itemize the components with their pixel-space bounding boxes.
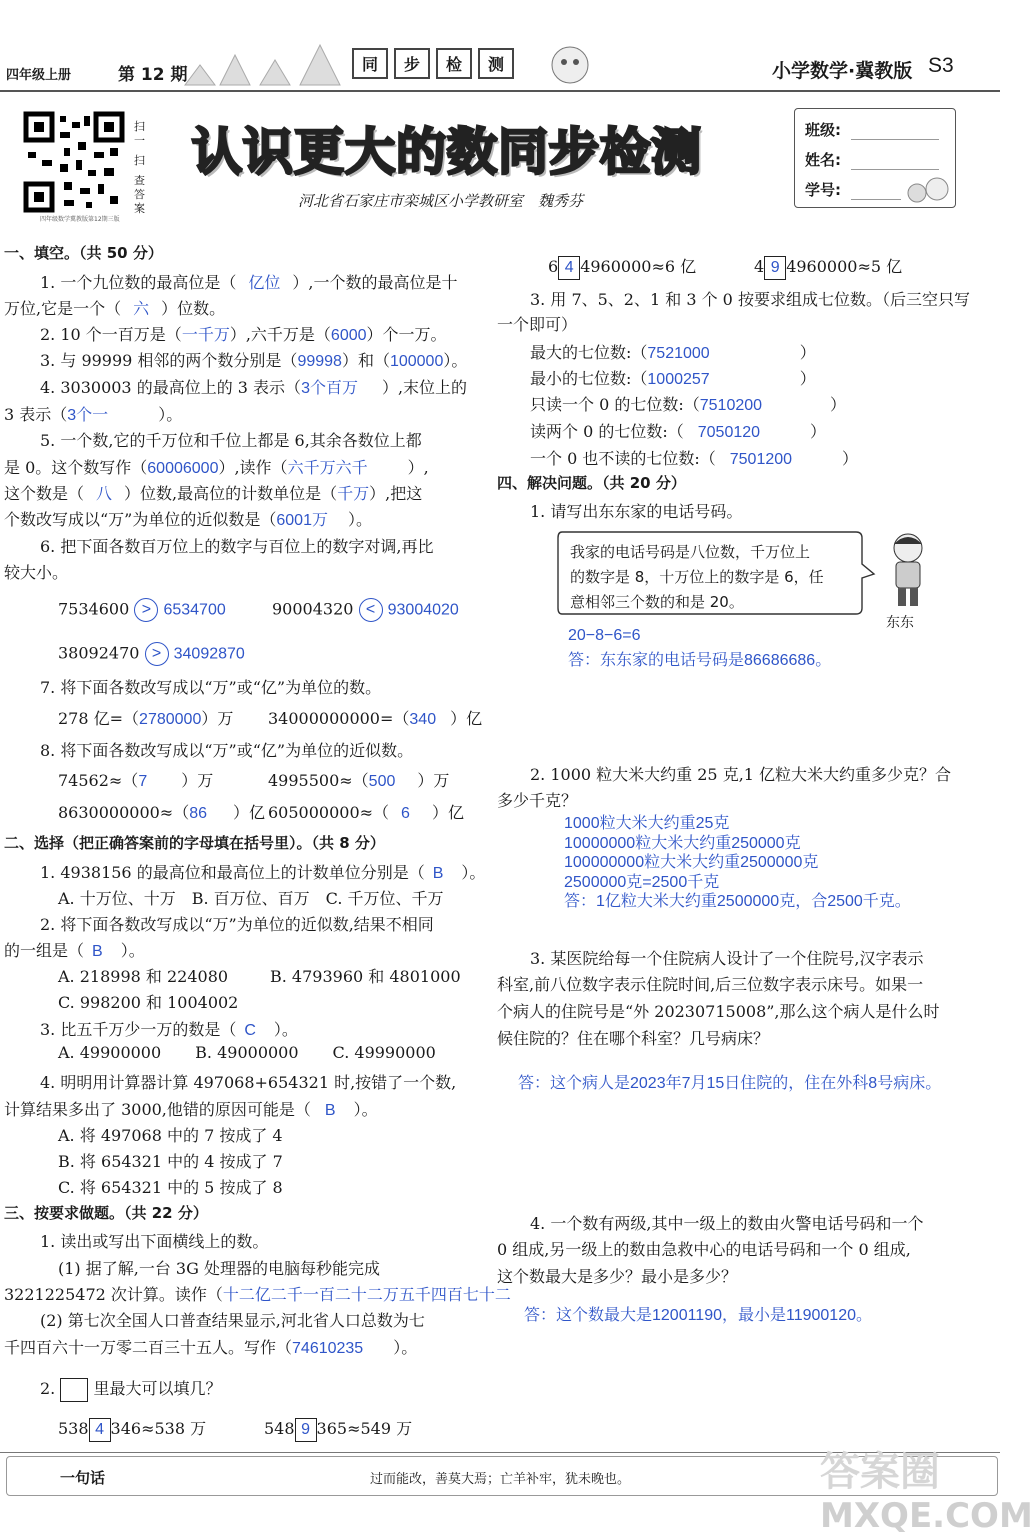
work-line: 2500000克=2500千克 (564, 873, 720, 891)
q1-5-b (4, 455, 429, 478)
text: ）。 (461, 863, 486, 882)
compare-left: 7534600 (58, 599, 130, 619)
q4-3-c: 个病人的住院号是“外 20230715008”,那么这个病人是什么时 (497, 1002, 940, 1021)
q3-3: 3. 用 7、5、2、1 和 3 个 0 按要求组成七位数。（后三空只写 (530, 290, 970, 309)
q3-2-b (264, 1416, 412, 1442)
text: ）,把这 (369, 484, 423, 503)
q4-3-b: 科室,前八位数字表示住院时间,后三位数字表示床号。如果一 (497, 975, 924, 994)
text: 个数改写成以“万”为单位的近似数是（ (4, 510, 277, 529)
q4-2-b: 多少千克？ (497, 791, 578, 810)
text: ）万 (201, 709, 234, 728)
qr-small-text: 四年级数学冀教版第12期三版 (40, 216, 120, 223)
cartoon-icon (903, 171, 951, 205)
text: 2. (40, 1379, 56, 1398)
id-label: 学号: (805, 181, 841, 199)
text: 3221225472 次计算。读作（ (4, 1285, 223, 1304)
answer: 2780000 (139, 711, 202, 728)
text: ）,六千万是（ (229, 325, 331, 344)
text: 4960000≈6 亿 (580, 257, 697, 276)
q3-2-a (58, 1416, 206, 1442)
work-line: 1000粒大米大约重25克 (564, 815, 730, 832)
text: ）, (407, 458, 429, 477)
compare-row-1 (58, 598, 226, 622)
answer: 86 (189, 805, 208, 822)
text: ）,末位上的 (381, 378, 468, 397)
q2-2-opt-c: C. 998200 和 1004002 (58, 993, 239, 1012)
text: 3. 与 99999 相邻的两个数分别是（ (40, 351, 298, 370)
section-3-heading: 三、按要求做题。（共 22 分） (4, 1204, 208, 1222)
answer: 十二亿二千一百二十二万五千四百七十二 (222, 1287, 511, 1304)
banner-char: 同 (352, 48, 388, 79)
answer: 7501200 (729, 451, 793, 468)
header-rule (0, 90, 1000, 92)
answer: 93004020 (387, 601, 459, 619)
option: B. 百万位、百万 (191, 889, 310, 908)
name-field (851, 169, 939, 170)
q4-2-work (564, 814, 911, 912)
author-line: 河北省石家庄市栾城区小学教研室 魏秀芬 (298, 192, 584, 210)
answer: 340 (409, 711, 437, 728)
q2-4-opt-a: A. 将 497068 中的 7 按成了 4 (58, 1126, 283, 1145)
q4-3-d: 候住院的？住在哪个科室？几号病床？ (497, 1029, 770, 1048)
class-field (851, 139, 939, 140)
text: 计算结果多出了 3000,他错的原因可能是（ (4, 1100, 311, 1119)
q1-5 (40, 428, 422, 451)
boy-name: 东东 (886, 615, 914, 631)
answer: 34092870 (173, 645, 245, 663)
watermark-cn: 答案圈 (820, 1449, 940, 1495)
text: 1. 一个九位数的最高位是（ (40, 273, 237, 292)
text: 一个 0 也不读的七位数:（ (530, 449, 716, 468)
q1-7-b (268, 706, 482, 729)
answer: 500 (368, 773, 396, 790)
qr-caption-line: 扫 (134, 120, 145, 133)
blank-box (60, 1378, 88, 1402)
q2-2-b (4, 938, 145, 961)
q1-6: 6. 把下面各数百万位上的数字与百位上的数字对调,再比 (40, 537, 434, 556)
text: ）和（ (341, 351, 390, 370)
text: 这个数是（ (4, 484, 85, 503)
text: 千四百六十一万零二百三十五人。写作（ (4, 1338, 293, 1357)
boy-icon (878, 530, 938, 610)
q4-4: 4. 一个数有两级,其中一级上的数由火警电话号码和一个 (530, 1214, 924, 1233)
qr-caption-line: 扫 (134, 154, 145, 167)
answer: 亿位 (248, 275, 281, 292)
q2-2-opt-b: B. 4793960 和 4801000 (270, 967, 461, 986)
q3-3-r4: 读两个 0 的七位数:（ 7050120 ） (530, 422, 827, 441)
work-line: 10000000粒大米大约重250000克 (564, 834, 801, 852)
answer: 6534700 (163, 601, 226, 619)
text: 74562≈（ (58, 771, 139, 790)
q1-8: 8. 将下面各数改写成以“万”或“亿”为单位的近似数。 (40, 741, 414, 760)
banner-char: 步 (394, 48, 430, 79)
text: 4 (754, 257, 765, 276)
option: C. 千万位、千万 (325, 889, 444, 908)
name-label: 姓名: (805, 151, 841, 169)
text: 346≈538 万 (110, 1419, 207, 1438)
qr-code-icon (24, 112, 124, 212)
section-1-heading: 一、填空。（共 50 分） (4, 244, 163, 262)
banner-char: 检 (436, 48, 472, 79)
compare-op: > (145, 642, 169, 666)
text: 548 (264, 1419, 295, 1438)
compare-row-3 (58, 642, 245, 666)
text: 只读一个 0 的七位数:（ (530, 395, 700, 414)
answer: 3个百万 (301, 380, 358, 397)
q4-4-c: 这个数最大是多少？最小是多少？ (497, 1267, 738, 1286)
text: 的一组是（ (4, 941, 85, 960)
q2-2: 2. 将下面各数改写成以“万”为单位的近似数,结果不相同 (40, 915, 434, 934)
answer: 7050120 (697, 424, 761, 441)
q4-2: 2. 1000 粒大米大约重 25 克,1 亿粒大米大约重多少克？合 (530, 765, 952, 784)
q2-4-b (4, 1097, 378, 1120)
q3-3-b: 一个即可） (497, 315, 578, 334)
bubble-line: 意相邻三个数的和是 20。 (570, 593, 744, 611)
text: ）亿 (233, 803, 266, 822)
text: ）,读作（ (218, 458, 288, 477)
q3-3-r3: 只读一个 0 的七位数:（7510200 ） (530, 395, 847, 414)
text: ）亿 (450, 709, 483, 728)
text: 6 (548, 257, 559, 276)
text: ）。 (347, 510, 372, 529)
q1-3 (40, 348, 467, 371)
text: 里最大可以填几？ (93, 1379, 222, 1398)
section-4-heading: 四、解决问题。（共 20 分） (497, 474, 686, 492)
subject-label: 小学数学·冀教版 (772, 60, 913, 82)
text: 538 (58, 1419, 89, 1438)
text: 605000000≈（ (268, 803, 390, 822)
grade-label: 四年级上册 (6, 68, 72, 83)
q2-4: 4. 明明用计算器计算 497068+654321 时,按错了一个数, (40, 1073, 457, 1092)
text: 365≈549 万 (316, 1419, 413, 1438)
answer: C (244, 1022, 256, 1039)
q4-3-answer: 答：这个病人是2023年7月15日住院的，住在外科8号病床。 (518, 1075, 942, 1092)
answer-box: 9 (295, 1418, 317, 1442)
text: 2. 10 个一百万是（ (40, 325, 182, 344)
q3-1-b-b (4, 1335, 417, 1358)
q1-4-b (4, 402, 182, 425)
answer-box: 4 (89, 1418, 111, 1442)
text: 1. 4938156 的最高位和最高位上的计数单位分别是（ (40, 863, 425, 882)
answer: 99998 (297, 353, 342, 370)
text: 3. 比五千万少一万的数是（ (40, 1020, 237, 1039)
answer: 八 (96, 486, 113, 503)
answer: 1000257 (647, 371, 710, 388)
text: 万位,它是一个（ (4, 299, 122, 318)
q1-5-d (4, 507, 372, 530)
section-2-heading: 二、选择（把正确答案前的字母填在括号里）。（共 8 分） (4, 834, 385, 852)
answer: 6001万 (276, 512, 328, 529)
option: B. 49000000 (195, 1043, 299, 1062)
q3-1: 1. 读出或写出下面横线上的数。 (40, 1232, 269, 1251)
work-line: 答：1亿粒大米大约重2500000克，合2500千克。 (564, 893, 911, 910)
banner (352, 48, 514, 79)
answer: 7 (138, 773, 148, 790)
text: 4. 3030003 的最高位上的 3 表示（ (40, 378, 302, 397)
answer: 60006000 (147, 460, 219, 477)
text: 278 亿=（ (58, 709, 140, 728)
q3-2 (40, 1376, 221, 1402)
issue-label: 第 12 期 (118, 65, 188, 85)
text: 34000000000=（ (268, 709, 410, 728)
compare-op: < (359, 598, 383, 622)
text: 4995500≈（ (268, 771, 369, 790)
answer: 74610235 (292, 1340, 364, 1357)
text: ）。 (443, 351, 468, 370)
q4-4-answer: 答：这个数最大是12001190，最小是11900120。 (524, 1307, 873, 1324)
q3-2-d (754, 254, 902, 280)
bubble-text (570, 540, 824, 615)
banner-char: 测 (478, 48, 514, 79)
page-title: 认识更大的数同步检测 (192, 123, 702, 181)
work-line: 100000000粒大米大约重2500000克 (564, 854, 819, 871)
answer: 7510200 (699, 397, 763, 414)
answer: B (432, 865, 444, 882)
q4-1-answer: 答：东东家的电话号码是86686686。 (568, 652, 832, 669)
compare-row-2 (272, 598, 459, 622)
header-decoration (180, 40, 360, 88)
text: ）。 (120, 941, 145, 960)
text: 是 0。这个数写作（ (4, 458, 148, 477)
id-field (851, 199, 901, 200)
q4-1-work: 20−8−6=6 (568, 627, 641, 644)
q2-1-options (58, 886, 444, 909)
q3-3-r5: 一个 0 也不读的七位数:（ 7501200 ） (530, 449, 859, 468)
compare-left: 38092470 (58, 643, 140, 663)
answer: 六 (133, 301, 150, 318)
q4-1: 1. 请写出东东家的电话号码。 (530, 502, 743, 521)
answer: 一千万 (181, 327, 230, 344)
q1-8-a (58, 768, 213, 791)
answer: 100000 (389, 353, 444, 370)
q1-1 (40, 270, 457, 293)
class-label: 班级: (805, 121, 841, 139)
mascot-icon (540, 40, 600, 90)
q3-1-b: (2) 第七次全国人口普查结果显示,河北省人口总数为七 (40, 1311, 425, 1330)
qr-caption (134, 120, 148, 216)
q1-2 (40, 322, 447, 345)
q1-1-b (4, 296, 225, 319)
text: 5. 一个数,它的千万位和千位上都是 6,其余各数位上都 (40, 431, 422, 450)
footer-label: 一句话 (60, 1469, 106, 1487)
q2-4-opt-c: C. 将 654321 中的 5 按成了 8 (58, 1178, 283, 1197)
q1-8-b (268, 768, 449, 791)
q1-8-d (268, 800, 464, 823)
text: ）。 (353, 1100, 378, 1119)
q1-5-c (4, 481, 422, 504)
q3-3-r2: 最小的七位数:（1000257 ） (530, 369, 816, 388)
compare-left: 90004320 (272, 599, 354, 619)
option: A. 十万位、十万 (58, 889, 176, 908)
compare-op: > (134, 598, 158, 622)
text: ）位数,最高位的计数单位是（ (124, 484, 338, 503)
answer-box: 9 (764, 256, 786, 280)
q3-2-c (548, 254, 696, 280)
option: A. 49900000 (58, 1043, 162, 1062)
text: 最大的七位数:（ (530, 343, 648, 362)
answer: 千万 (337, 486, 370, 503)
page-number: S3 (928, 54, 954, 77)
q2-1 (40, 860, 485, 883)
footer-quote: 过而能改，善莫大焉；亡羊补牢，犹未晚也。 (370, 1472, 631, 1487)
bubble-line: 的数字是 8，十万位上的数字是 6，任 (570, 568, 824, 586)
text: ）。 (393, 1338, 418, 1357)
text: ）个一万。 (366, 325, 447, 344)
q2-4-opt-b: B. 将 654321 中的 4 按成了 7 (58, 1152, 283, 1171)
q3-1-a: (1) 据了解,一台 3G 处理器的电脑每秒能完成 (58, 1259, 380, 1278)
bubble-line: 我家的电话号码是八位数，千万位上 (570, 543, 811, 561)
text: ）。 (158, 405, 183, 424)
q1-6-b: 较大小。 (4, 563, 69, 582)
answer: B (324, 1102, 336, 1119)
option: C. 49990000 (332, 1043, 436, 1062)
qr-caption-line: 一 (134, 134, 145, 147)
text: 读两个 0 的七位数:（ (530, 422, 684, 441)
text: ）亿 (431, 803, 464, 822)
q4-4-b: 0 组成,另一级上的数由急救中心的电话号码和一个 0 组成, (497, 1240, 911, 1259)
answer: 3个一 (67, 407, 109, 424)
text: 8630000000≈（ (58, 803, 190, 822)
q2-3 (40, 1017, 298, 1040)
watermark: MXQE.COM (820, 1496, 1033, 1536)
text: ）。 (273, 1020, 298, 1039)
q1-4 (40, 375, 467, 398)
answer-box: 4 (558, 256, 580, 280)
answer: 六千万六千 (287, 460, 368, 477)
text: ）万 (417, 771, 450, 790)
text: ）,一个数的最高位是十 (292, 273, 458, 292)
q2-3-options (58, 1043, 436, 1062)
q1-7: 7. 将下面各数改写成以“万”或“亿”为单位的数。 (40, 678, 382, 697)
answer: 7521000 (647, 345, 710, 362)
q4-3: 3. 某医院给每一个住院病人设计了一个住院号,汉字表示 (530, 949, 924, 968)
q2-2-opt-a: A. 218998 和 224080 (58, 967, 229, 986)
answer: 6 (401, 805, 410, 822)
text: ）万 (181, 771, 214, 790)
answer: B (92, 943, 103, 960)
answer: 6000 (330, 327, 367, 344)
q1-8-c (58, 800, 265, 823)
q3-3-r1: 最大的七位数:（7521000 ） (530, 343, 816, 362)
text: 4960000≈5 亿 (786, 257, 903, 276)
text: ）位数。 (161, 299, 226, 318)
text: 最小的七位数:（ (530, 369, 648, 388)
text: 3 表示（ (4, 405, 68, 424)
qr-caption-line: 查答案 (134, 174, 145, 215)
student-info-box (794, 108, 956, 208)
q1-7-a (58, 706, 233, 729)
q3-1-a-b (4, 1282, 511, 1305)
